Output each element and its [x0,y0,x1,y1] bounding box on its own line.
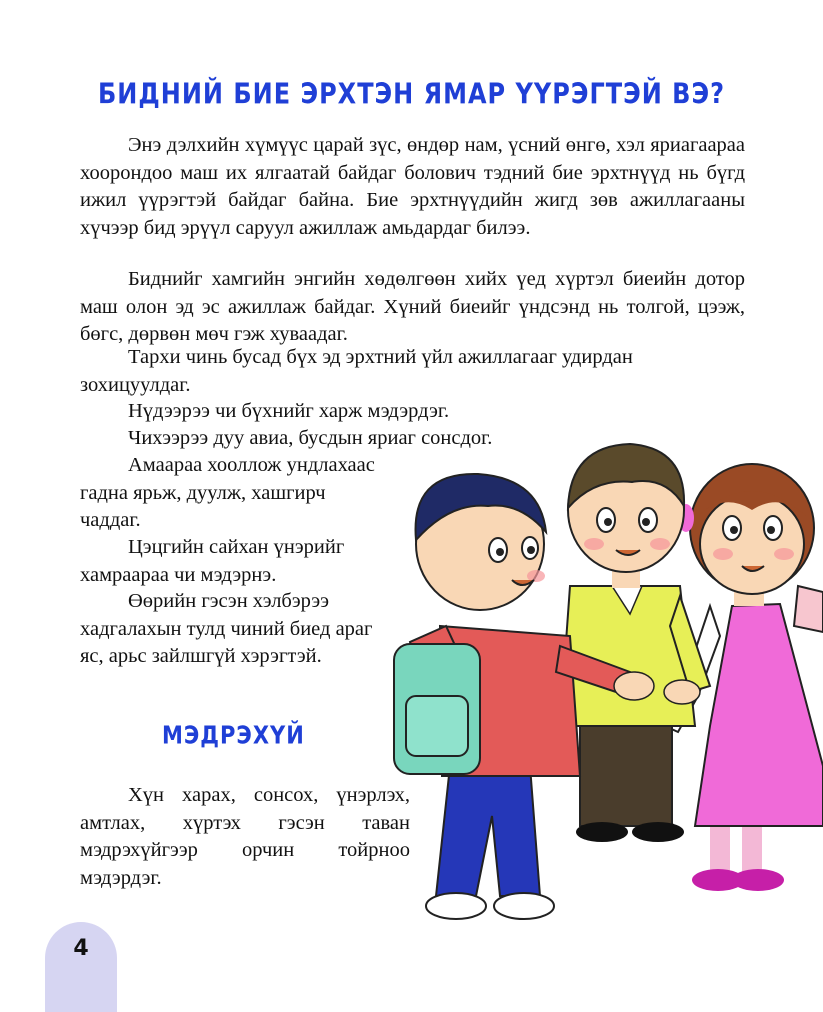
skeleton-paragraph: Өөрийн гэсэн хэлбэрээ хадгалахын тулд чиний биед араг яс, арьс зайлшгүй хэрэгтэй. [80,590,373,667]
mouth-paragraph: Амаараа хооллож ундлахаас гадна ярьж, дуулж, хашгирч чаддаг. [80,454,375,531]
senses-paragraph: Хүн харах, сонсох, үнэрлэх, амтлах, хүртэх гэсэн таван мэдрэхүйгээр орчин тойрноо мэдэрдэг. [80,784,410,889]
children-illustration [380,436,823,930]
section-subtitle: МЭДРЭХҮЙ [162,720,305,750]
page-number: 4 [73,936,89,961]
page-number-tab [45,922,117,1012]
ears-paragraph: Чихээрээ дуу авиа, бусдын яриаг сонсдог. [128,427,493,449]
eyes-paragraph: Нүдээрээ чи бүхнийг харж мэдэрдэг. [128,400,450,422]
brain-paragraph: Тархи чинь бусад бүх эд эрхтний үйл ажиллагааг удирдан зохицуулдаг. [80,346,633,396]
body-movement-paragraph: Биднийг хамгийн энгийн хөдөлгөөн хийх үед хүртэл биеийн дотор маш олон эд эс ажиллаж байдаг. Хүний биеийг үндсэнд нь толгой, цээж, бөгс, дөрвөн мөч гэж хуваадаг. [80,268,745,345]
nose-paragraph: Цэцгийн сайхан үнэрийг хамраараа чи мэдэрнэ. [80,536,345,586]
middle-boy-figure [560,444,710,842]
intro-paragraph: Энэ дэлхийн хүмүүс царай зүс, өндөр нам, үсний өнгө, хэл яриагаараа хоорондоо маш их ялгаатай байдаг болович тэдний бие эрхтнүүд нь бүгд ижил үүрэгтэй байдаг байна. Бие эрхтнүүдийн жигд зөв ажиллагааны хүчээр бид эрүүл саруул ажиллаж амьдардаг билээ. [80,134,745,239]
page-title: БИДНИЙ БИЕ ЭРХТЭН ЯМАР ҮҮРЭГТЭЙ ВЭ? [97,77,726,111]
